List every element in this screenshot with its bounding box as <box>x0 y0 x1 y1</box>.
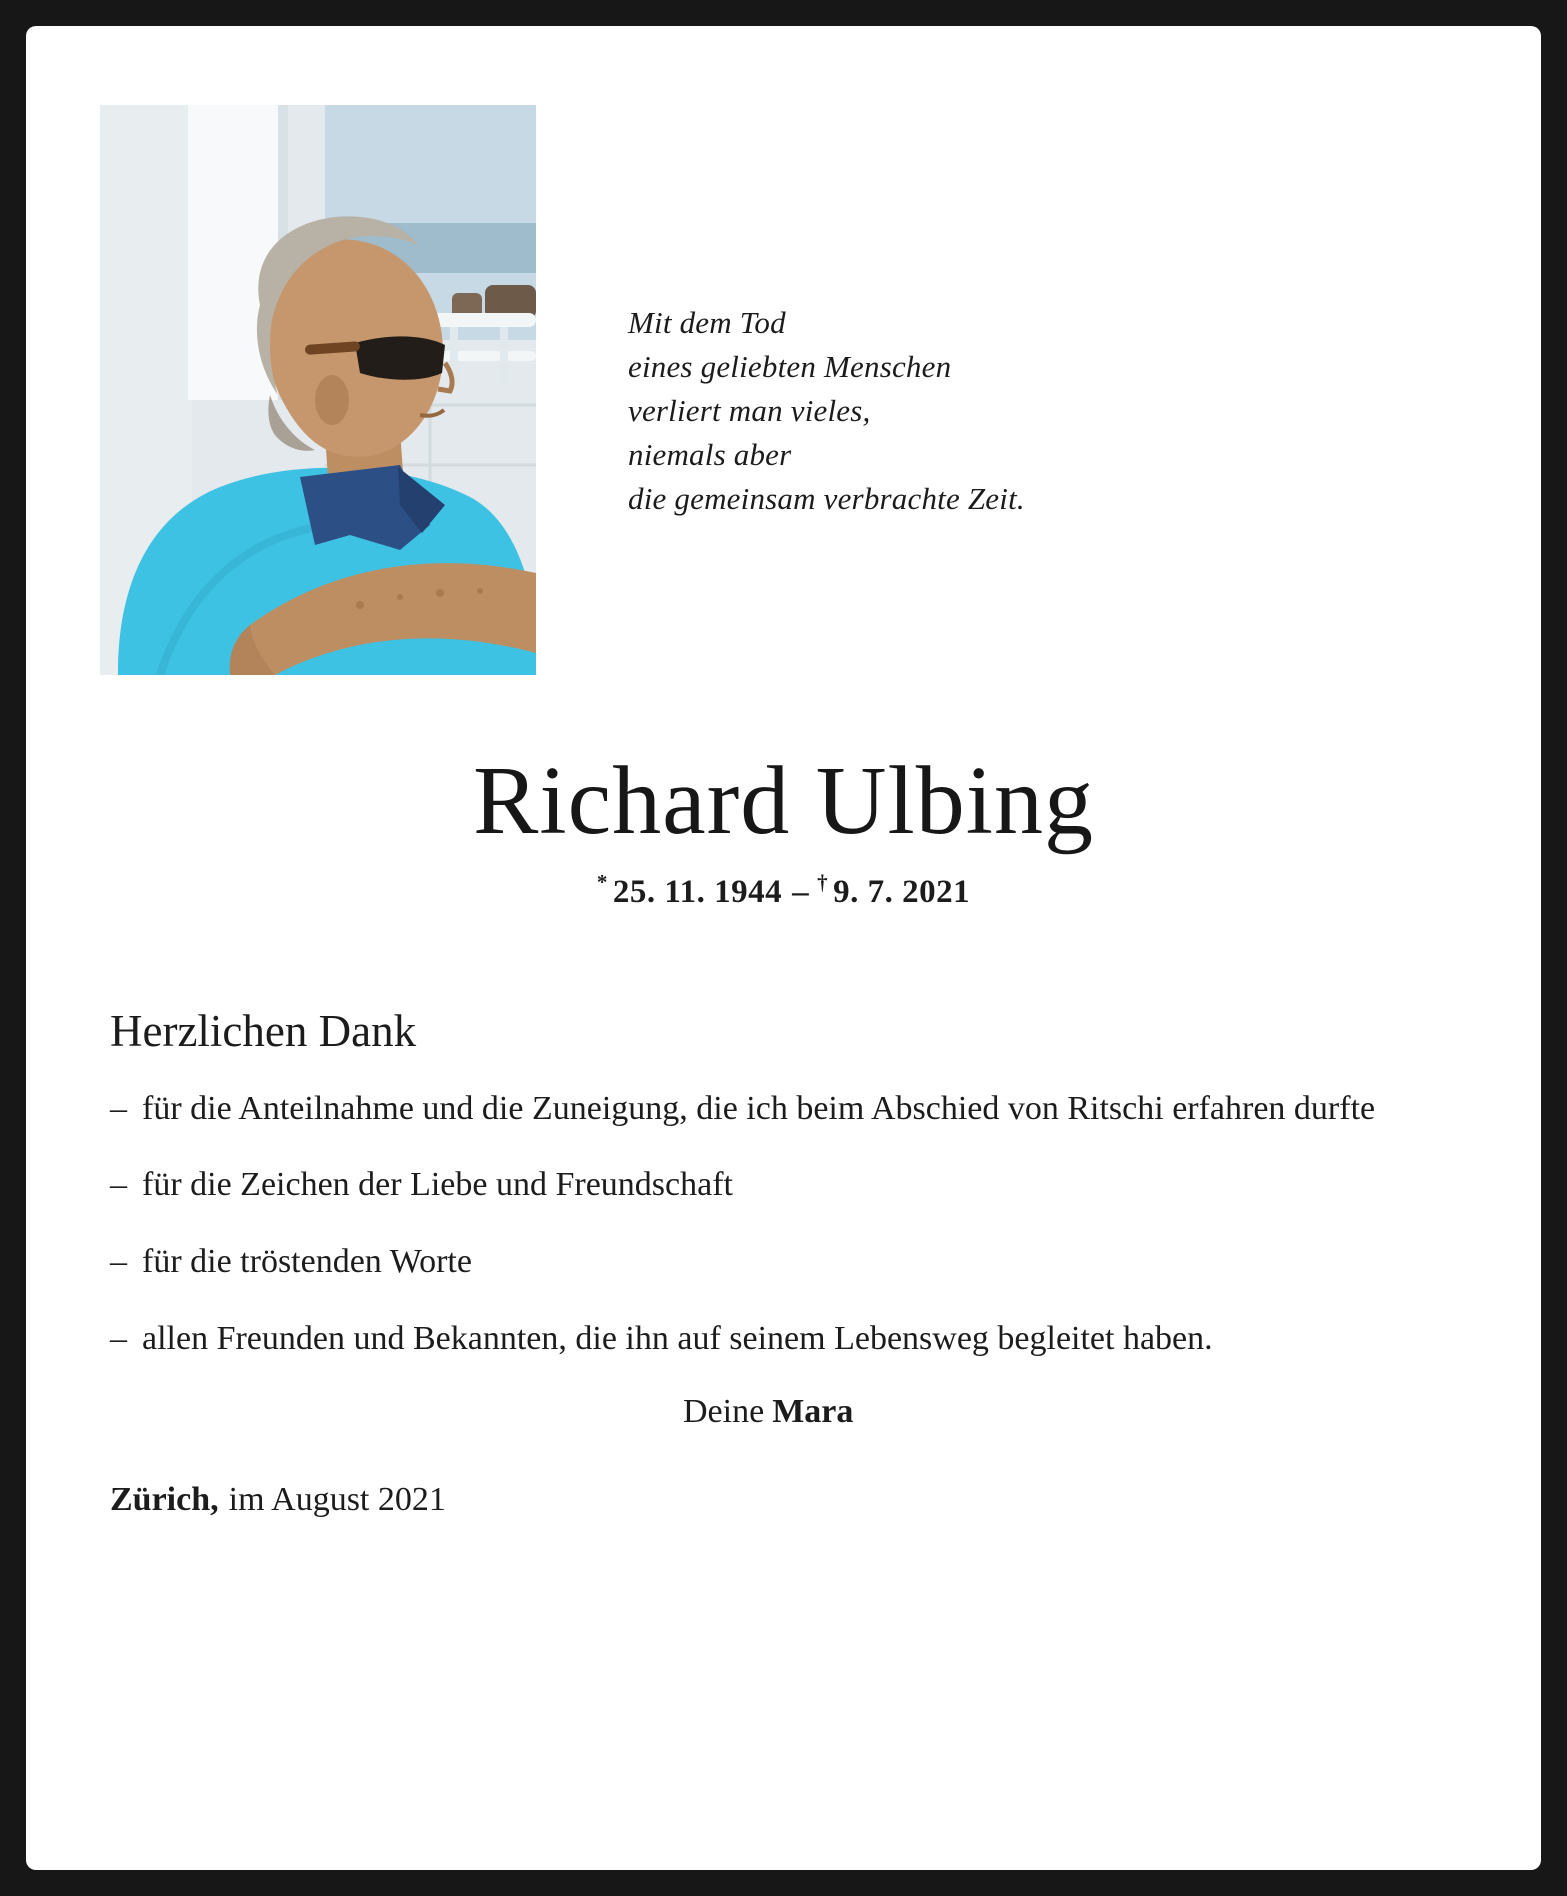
thanks-item <box>110 1084 1457 1134</box>
thanks-item <box>110 1160 1457 1210</box>
dates-separator: – <box>792 873 810 910</box>
place-name: Zürich, <box>110 1481 219 1519</box>
verse-line: eines geliebten Menschen <box>628 349 952 385</box>
thanks-section <box>26 1005 1541 1520</box>
obituary-card <box>26 26 1541 1870</box>
thanks-item <box>110 1237 1457 1287</box>
portrait-photo <box>100 105 536 675</box>
portrait-illustration <box>100 105 536 675</box>
birth-date: 25. 11. 1944 <box>612 873 783 910</box>
notice-date: im August 2021 <box>228 1481 446 1519</box>
list-dash: – <box>110 1242 127 1280</box>
place-date-line <box>110 1481 1457 1519</box>
verse-line: Mit dem Tod <box>628 305 786 340</box>
thanks-item-text: für die Anteilnahme und die Zuneigung, die ich beim Abschied von Ritschi erfahren durfte <box>142 1089 1376 1127</box>
top-section <box>26 26 1541 675</box>
verse-line: verliert man vieles, <box>628 393 871 429</box>
list-dash: – <box>110 1319 127 1357</box>
death-date: 9. 7. 2021 <box>833 873 971 910</box>
memorial-verse <box>628 301 1025 675</box>
signature-line <box>110 1393 1457 1431</box>
signature-name: Mara <box>772 1393 854 1431</box>
life-dates <box>26 870 1541 911</box>
thanks-item-text: für die tröstenden Worte <box>142 1242 472 1280</box>
list-dash: – <box>110 1166 127 1204</box>
birth-symbol: * <box>596 869 608 894</box>
verse-line: niemals aber <box>628 437 792 473</box>
thanks-item-text: für die Zeichen der Liebe und Freundschaft <box>142 1166 733 1204</box>
deceased-name: Richard Ulbing <box>473 747 1094 855</box>
verse-line: die gemeinsam verbrachte Zeit. <box>628 481 1025 517</box>
death-symbol: † <box>817 869 829 894</box>
signature-prefix: Deine <box>683 1393 765 1431</box>
list-dash: – <box>110 1089 127 1127</box>
thanks-heading: Herzlichen Dank <box>110 1005 417 1056</box>
thanks-item-text: allen Freunden und Bekannten, die ihn auf seinem Lebensweg begleitet haben. <box>142 1319 1213 1357</box>
thanks-item <box>110 1314 1457 1364</box>
